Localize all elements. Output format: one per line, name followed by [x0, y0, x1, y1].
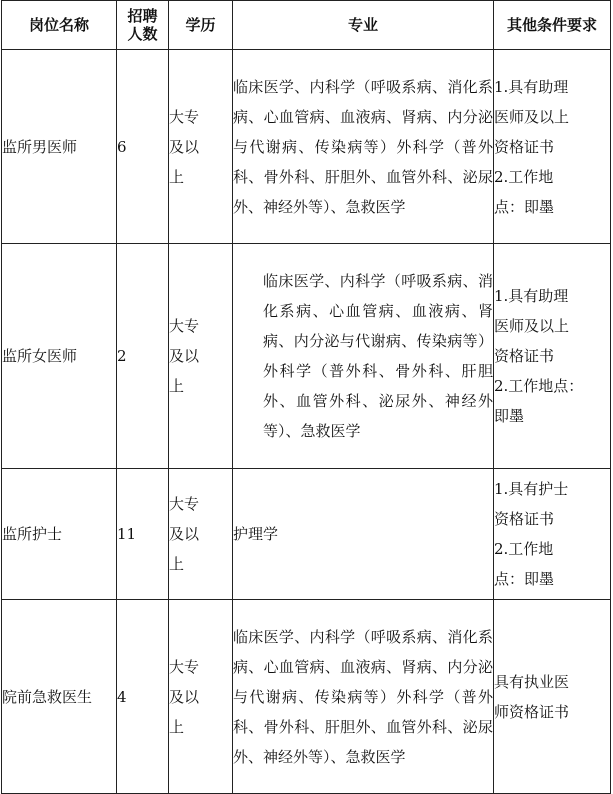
header-count-line1: 招聘 — [127, 7, 158, 25]
major-text: 护理学 — [233, 525, 279, 543]
cell-requirements — [494, 244, 611, 469]
req-line: 2.工作地点： — [494, 377, 584, 395]
cell-education — [169, 244, 233, 469]
req-line: 点：即墨 — [494, 197, 555, 216]
cell-major — [233, 50, 494, 244]
edu-line: 上 — [169, 377, 185, 395]
req-line: 即墨 — [494, 407, 525, 425]
cell-requirements — [494, 600, 611, 794]
req-line: 师资格证书 — [494, 702, 570, 721]
header-row — [2, 1, 611, 50]
recruitment-table — [1, 0, 611, 794]
cell-position: 监所护士 — [2, 469, 117, 600]
table-row — [2, 600, 611, 794]
cell-major — [233, 469, 494, 600]
edu-line: 及以 — [169, 347, 200, 365]
header-major: 专业 — [233, 1, 494, 50]
header-count-line2: 人数 — [127, 25, 158, 43]
cell-education — [169, 50, 233, 244]
req-line: 2.工作地 — [494, 167, 554, 186]
edu-line: 大专 — [169, 657, 200, 676]
req-line: 1.具有助理 — [494, 287, 569, 305]
cell-position: 院前急救医生 — [2, 600, 117, 794]
edu-line: 上 — [169, 167, 185, 186]
req-line: 1.具有助理 — [494, 77, 569, 96]
header-requirements: 其他条件要求 — [494, 1, 611, 50]
req-line: 2.工作地 — [494, 540, 554, 558]
header-education: 学历 — [169, 1, 233, 50]
req-line: 具有执业医 — [494, 672, 570, 691]
cell-requirements — [494, 469, 611, 600]
major-text: 临床医学、内科学（呼吸系病、消化系病、心血管病、血液病、肾病、内分泌与代谢病、传染病等）外科学（普外科、骨外科、肝胆外、血管外科、泌尿外、神经外等）、急救医学 — [233, 77, 493, 216]
req-line: 医师及以上 — [494, 317, 570, 335]
edu-line: 上 — [169, 717, 185, 736]
edu-line: 及以 — [169, 525, 200, 543]
major-text: 临床医学、内科学（呼吸系病、消化系病、心血管病、血液病、肾病、内分泌与代谢病、传染病等）外科学（普外科、骨外科、肝胆外、血管外科、泌尿外、神经外等）、急救医学 — [233, 627, 493, 766]
cell-position: 监所女医师 — [2, 244, 117, 469]
cell-requirements — [494, 50, 611, 244]
major-text: 临床医学、内科学（呼吸系病、消化系病、心血管病、血液病、肾病、内分泌与代谢病、传染病等）外科学（普外科、骨外科、肝胆外、血管外科、泌尿外、神经外等）、急救医学 — [263, 272, 493, 440]
edu-line: 上 — [169, 555, 185, 573]
req-line: 1.具有护士 — [494, 480, 569, 498]
cell-count: 2 — [117, 244, 169, 469]
header-position: 岗位名称 — [2, 1, 117, 50]
cell-education — [169, 469, 233, 600]
table-row — [2, 469, 611, 600]
table-row — [2, 50, 611, 244]
cell-education — [169, 600, 233, 794]
table-row — [2, 244, 611, 469]
req-line: 资格证书 — [494, 137, 555, 156]
header-count — [117, 1, 169, 50]
cell-count: 11 — [117, 469, 169, 600]
req-line: 资格证书 — [494, 510, 555, 528]
edu-line: 大专 — [169, 107, 200, 126]
edu-line: 大专 — [169, 317, 200, 335]
edu-line: 及以 — [169, 687, 200, 706]
cell-count: 6 — [117, 50, 169, 244]
req-line: 资格证书 — [494, 347, 555, 365]
cell-major — [233, 600, 494, 794]
req-line: 医师及以上 — [494, 107, 570, 126]
edu-line: 大专 — [169, 495, 200, 513]
cell-major — [233, 244, 494, 469]
cell-count: 4 — [117, 600, 169, 794]
edu-line: 及以 — [169, 137, 200, 156]
req-line: 点：即墨 — [494, 570, 555, 588]
cell-position: 监所男医师 — [2, 50, 117, 244]
